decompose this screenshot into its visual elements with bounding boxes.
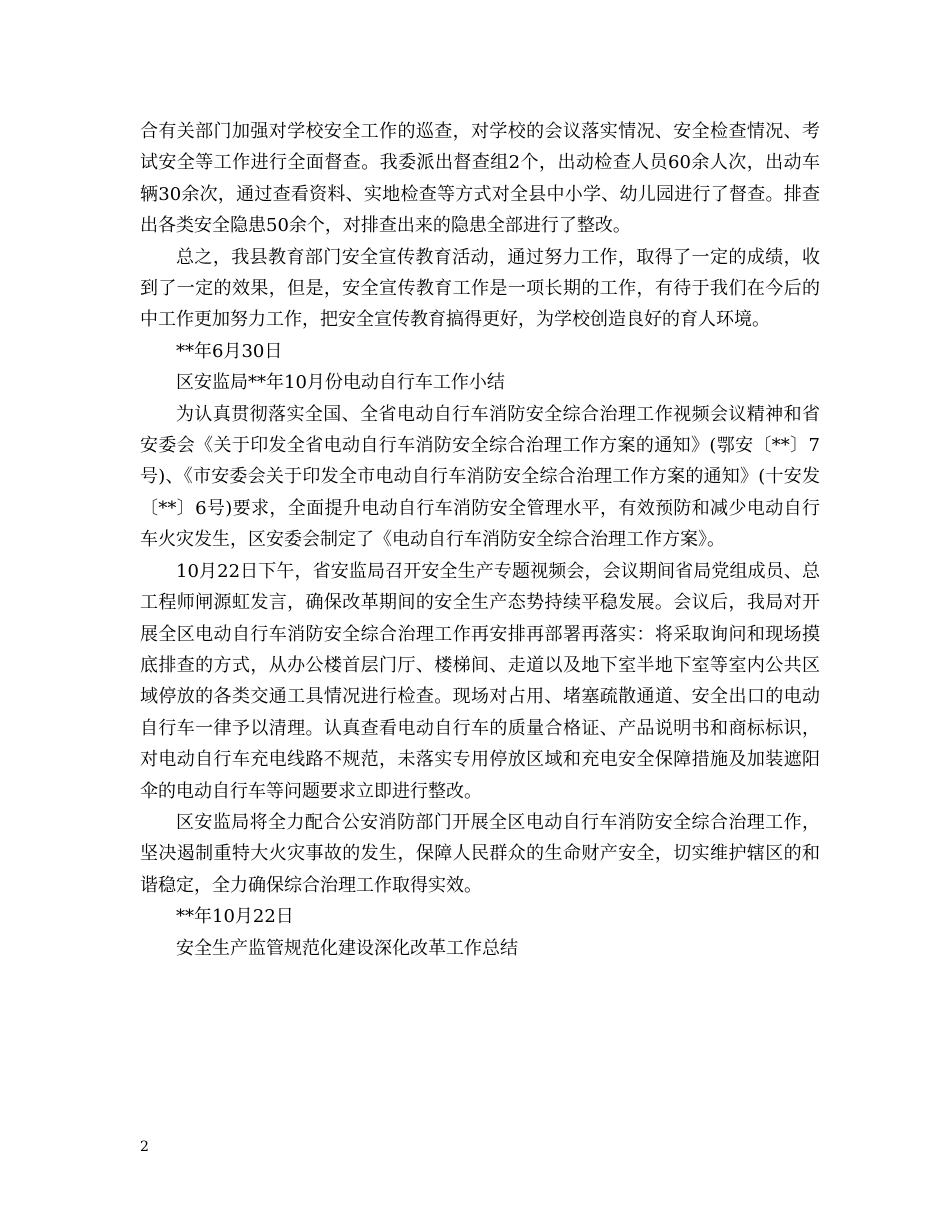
page-number: 2 <box>140 1139 149 1155</box>
paragraph-ebike-cooperation: 区安监局将全力配合公安消防部门开展全区电动自行车消防安全综合治理工作，坚决遏制重特大火灾事故的发生，保障人民群众的生命财产安全，切实维护辖区的和谐稳定，全力确保综合治理工作取得实效。 <box>140 811 820 896</box>
paragraph-conclusion: 总之，我县教育部门安全宣传教育活动，通过努力工作，取得了一定的成绩，收到了一定的效果，但是，安全宣传教育工作是一项长期的工作，有待于我们在今后的中工作更加努力工作，把安全宣传教育搞得更好，为学校创造良好的育人环境。 <box>140 246 820 331</box>
section-title-reform-summary: 安全生产监管规范化建设深化改革工作总结 <box>176 937 518 959</box>
section-title-ebike-summary: 区安监局**年10月份电动自行车工作小结 <box>176 372 505 394</box>
paragraph-ebike-inspection: 10月22日下午，省安监局召开安全生产专题视频会，会议期间省局党组成员、总工程师闸源虹发言，确保改革期间的安全生产态势持续平稳发展。会议后，我局对开展全区电动自行车消防安全综合治理工作再安排再部署再落实：将采取询问和现场摸底排查的方式，从办公楼首层门厅、楼梯间、走道以及地下室半地下室等室内公共区域停放的各类交通工具情况进行检查。现场对占用、堵塞疏散通道、安全出口的电动自行车一律予以清理。认真查看电动自行车的质量合格证、产品说明书和商标标识，对电动自行车充电线路不规范，未落实专用停放区域和充电安全保障措施及加装遮阳伞的电动自行车等问题要求立即进行整改。 <box>140 560 820 802</box>
paragraph-school-inspection: 合有关部门加强对学校安全工作的巡查，对学校的会议落实情况、安全检查情况、考试安全等工作进行全面督查。我委派出督查组2个，出动检查人员60余人次，出动车辆30余次，通过查看资料、实地检查等方式对全县中小学、幼儿园进行了督查。排查出各类安全隐患50余个，对排查出来的隐患全部进行了整改。 <box>140 121 820 237</box>
document-body <box>140 116 820 964</box>
date-line-june: **年6月30日 <box>176 340 283 362</box>
date-line-october: **年10月22日 <box>176 906 294 928</box>
paragraph-ebike-plan: 为认真贯彻落实全国、全省电动自行车消防安全综合治理工作视频会议精神和省安委会《关于印发全省电动自行车消防安全综合治理工作方案的通知》(鄂安〔**〕7号)、《市安委会关于印发全市电动自行车消防安全综合治理工作方案的通知》(十安发〔**〕6号)要求，全面提升电动自行车消防安全管理水平，有效预防和减少电动自行车火灾发生，区安委会制定了《电动自行车消防安全综合治理工作方案》。 <box>140 403 820 551</box>
